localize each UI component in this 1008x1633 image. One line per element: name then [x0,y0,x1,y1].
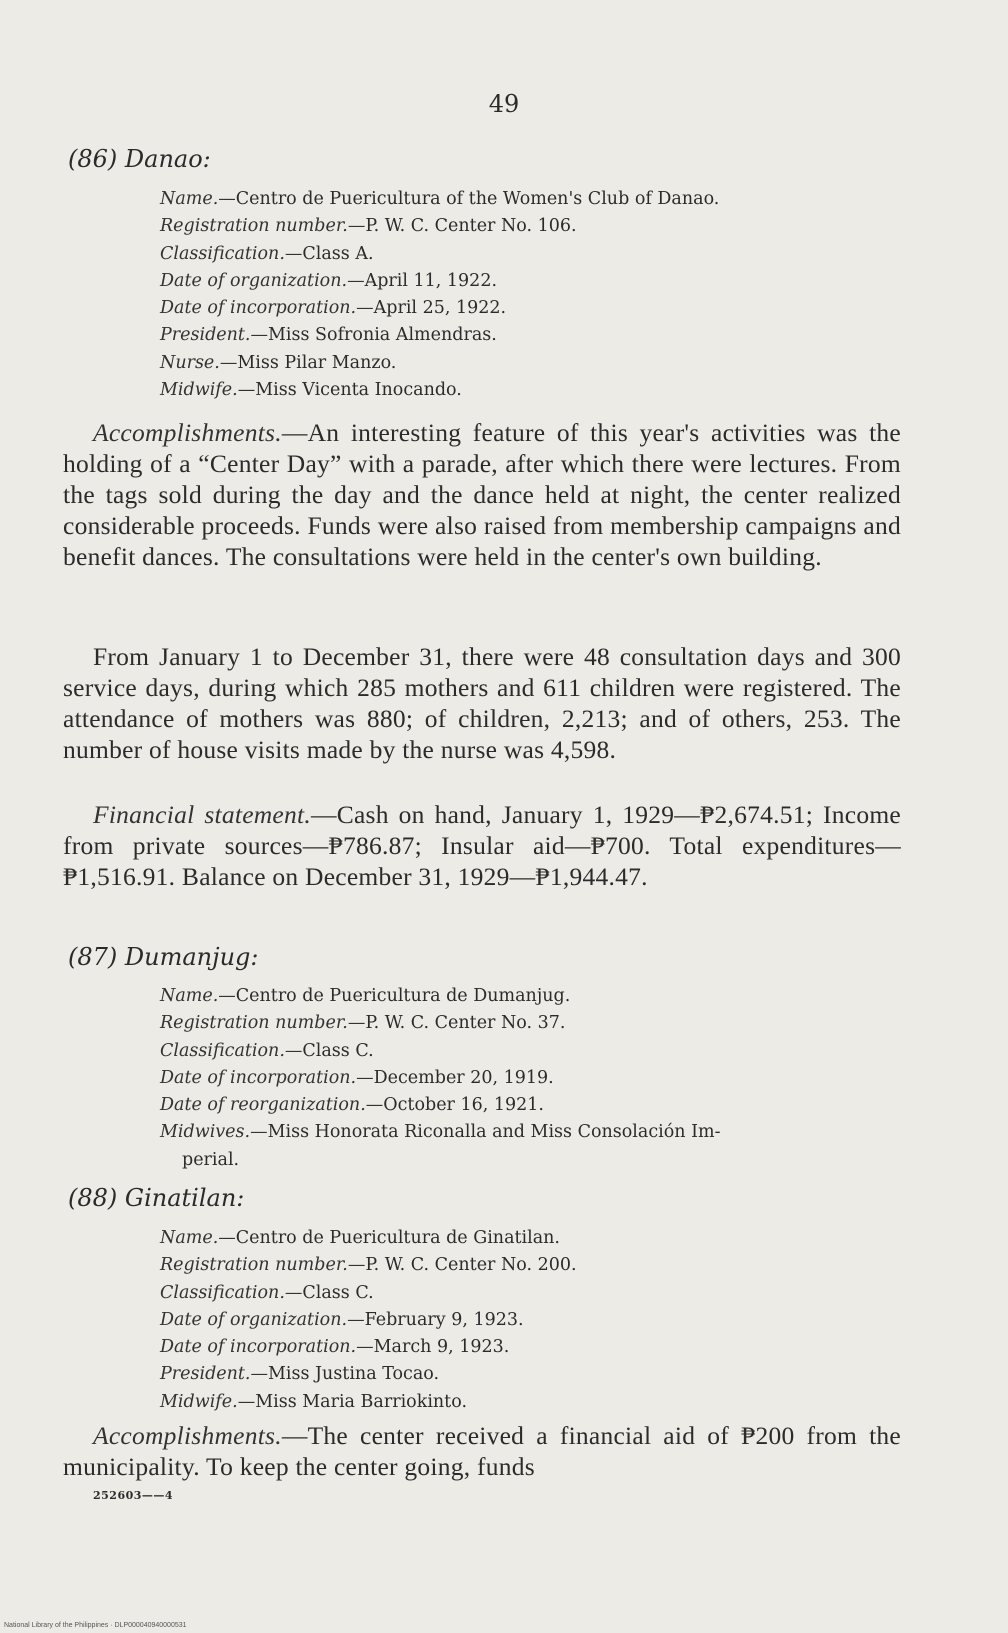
field-value: Class A. [302,243,374,264]
field-value: Class C. [302,1282,374,1303]
field-date-of-reorganization: Date of reorganization.—October 16, 1921. [160,1095,544,1116]
field-label: Date of incorporation. [160,1337,357,1358]
field-value: Miss Honorata Riconalla and Miss Consolación Im- [267,1122,721,1143]
section-heading-dumanjug [68,943,258,971]
field-value: Centro de Puericultura of the Women's Club of Danao. [235,189,720,209]
field-label: Name. [160,189,219,209]
accomplishments-text: The center received a financial aid of ₱200 from the municipality. To keep the center going, funds [63,1421,901,1481]
library-watermark: National Library of the Philippines · DLP000040940000531 [4,1622,187,1629]
field-label: Nurse. [160,352,220,373]
danao-statistics-paragraph [63,641,901,765]
field-name: Name.—Centro de Puericultura of the Women's Club of Danao. [160,189,720,209]
field-label: Date of organization. [160,1309,348,1330]
field-date-of-organization: Date of organization.—February 9, 1923. [160,1309,524,1330]
danao-financial-paragraph: Financial statement.—Cash on hand, January 1, 1929—₱2,674.51; Income from private sources—₱786.87; Insular aid—₱700. Total expenditures—₱1,516.91. Balance on December 31, 1929—₱1,944.47. [63,800,901,891]
section-heading-danao [68,145,211,173]
field-value: Miss Pilar Manzo. [237,352,397,373]
field-label: Midwife. [160,1391,238,1412]
page-number: 49 [488,90,520,118]
field-midwife: Midwife.—Miss Maria Barriokinto. [160,1391,468,1412]
accomplishments-label: Accomplishments. [93,418,282,447]
field-classification: Classification.—Class C. [160,1282,374,1303]
field-midwives: Midwives.—Miss Honorata Riconalla and Miss Consolación Im- perial. [160,1119,905,1174]
field-value: October 16, 1921. [383,1095,544,1116]
section-number: (86) [68,145,118,173]
field-midwife: Midwife.—Miss Vicenta Inocando. [160,380,462,401]
field-registration-number: Registration number.—P. W. C. Center No. 106. [160,216,577,237]
field-date-of-incorporation: Date of incorporation.—December 20, 1919. [160,1067,554,1088]
field-label: Classification. [160,1282,285,1303]
field-value: Centro de Puericultura de Dumanjug. [235,986,571,1006]
field-label: Registration number. [160,1013,348,1034]
field-value: Miss Sofronia Almendras. [268,325,497,346]
field-label: Midwives. [160,1122,251,1143]
field-name: Name.—Centro de Puericultura de Dumanjug. [160,986,571,1006]
field-label: Date of reorganization. [160,1095,366,1116]
ginatilan-field-list [160,1225,905,1416]
field-value: December 20, 1919. [373,1067,554,1088]
field-value: February 9, 1923. [364,1309,524,1330]
field-value: P. W. C. Center No. 37. [365,1013,566,1034]
field-value: P. W. C. Center No. 200. [365,1255,577,1276]
field-date-of-incorporation: Date of incorporation.—April 25, 1922. [160,298,507,319]
field-label: Classification. [160,243,285,264]
danao-field-list [160,186,905,404]
field-registration-number: Registration number.—P. W. C. Center No. 37. [160,1013,566,1034]
financial-text: Cash on hand, January 1, 1929—₱2,674.51; Income from private sources—₱786.87; Insular aid—₱700. Total expenditures—₱1,516.91. Balance on December 31, 1929—₱1,944.47. [63,800,901,891]
field-name: Name.—Centro de Puericultura de Ginatilan. [160,1228,560,1248]
field-value-continuation: perial. [182,1149,240,1170]
field-label: Date of incorporation. [160,1067,357,1088]
section-name: Ginatilan: [124,1184,245,1212]
financial-label: Financial statement. [93,800,311,829]
field-value: Class C. [302,1040,374,1061]
field-label: Date of incorporation. [160,298,357,319]
field-classification: Classification.—Class A. [160,243,374,264]
ginatilan-accomplishments-paragraph: Accomplishments.—The center received a financial aid of ₱200 from the municipality. To keep the center going, funds [63,1421,901,1481]
field-nurse: Nurse.—Miss Pilar Manzo. [160,352,397,373]
section-heading-ginatilan [68,1184,244,1212]
section-number: (88) [68,1184,118,1212]
section-name: Danao: [124,145,211,173]
field-label: Registration number. [160,216,348,237]
field-label: Name. [160,1228,219,1248]
field-classification: Classification.—Class C. [160,1040,374,1061]
field-label: President. [160,325,251,346]
field-label: Classification. [160,1040,285,1061]
field-label: Midwife. [160,380,238,401]
field-value: Miss Vicenta Inocando. [255,380,462,401]
field-value: March 9, 1923. [373,1337,510,1358]
printer-signature: 252603——4 [93,1489,174,1502]
field-date-of-incorporation: Date of incorporation.—March 9, 1923. [160,1337,510,1358]
accomplishments-text: An interesting feature of this year's activities was the holding of a “Center Day” with a parade, after which there were lectures. From the tags sold during the day and the dance held at night, the center realized considerable proceeds. Funds were also raised from membership campaigns and benefit dances. The consultations were held in the center's own building. [63,418,901,571]
accomplishments-label: Accomplishments. [93,1421,282,1450]
field-value: P. W. C. Center No. 106. [365,216,577,237]
field-label: Name. [160,986,219,1006]
field-value: Miss Maria Barriokinto. [255,1391,468,1412]
field-label: Date of organization. [160,270,348,291]
field-president: President.—Miss Sofronia Almendras. [160,325,497,346]
field-date-of-organization: Date of organization.—April 11, 1922. [160,270,498,291]
field-value: Miss Justina Tocao. [268,1364,440,1385]
field-value: April 11, 1922. [364,270,498,291]
field-registration-number: Registration number.—P. W. C. Center No. 200. [160,1255,577,1276]
dumanjug-field-list [160,983,905,1174]
field-value: Centro de Puericultura de Ginatilan. [235,1228,560,1248]
field-label: President. [160,1364,251,1385]
section-name: Dumanjug: [124,943,259,971]
danao-accomplishments-paragraph: Accomplishments.—An interesting feature of this year's activities was the holding of a “Center Day” with a parade, after which there were lectures. From the tags sold during the day and the dance held at night, the center realized considerable proceeds. Funds were also raised from membership campaigns and benefit dances. The consultations were held in the center's own building. [63,418,901,571]
field-value: April 25, 1922. [373,298,507,319]
section-number: (87) [68,943,118,971]
statistics-text: From January 1 to December 31, there were 48 consultation days and 300 service days, during which 285 mothers and 611 children were registered. The attendance of mothers was 880; of children, 2,213; and of others, 253. The number of house visits made by the nurse was 4,598. [63,642,901,764]
field-label: Registration number. [160,1255,348,1276]
field-president: President.—Miss Justina Tocao. [160,1364,440,1385]
